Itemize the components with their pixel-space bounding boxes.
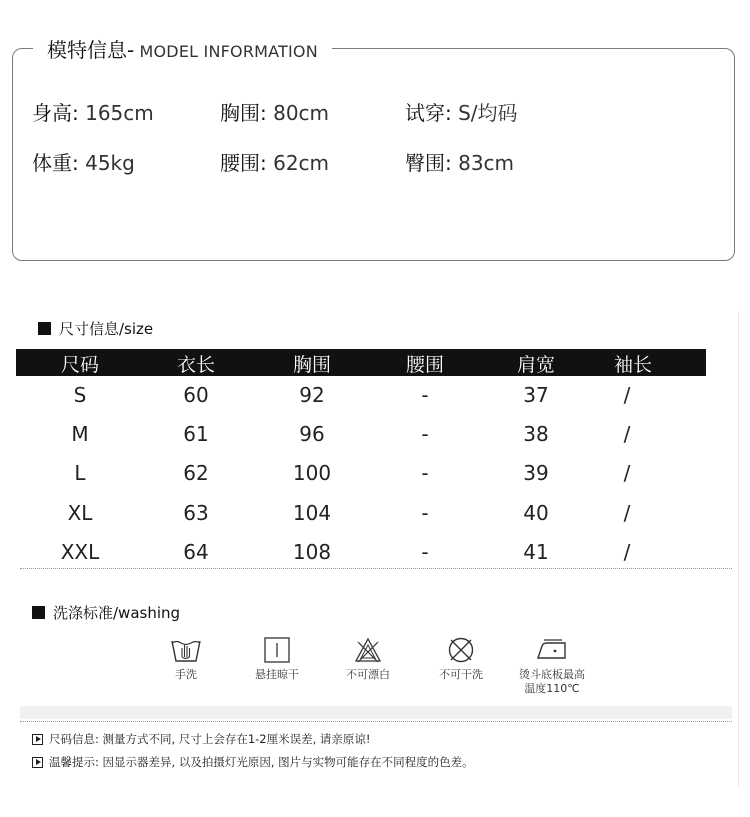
bullet-square-icon [38, 322, 51, 335]
dotted-divider [20, 568, 732, 569]
model-info-title: 模特信息- MODEL INFORMATION [33, 34, 332, 63]
note-size-info: 尺码信息: 测量方式不同, 尺寸上会存在1-2厘米误差, 请亲原谅! [32, 731, 371, 747]
iron-icon [534, 636, 570, 664]
table-row: XL 63 104 - 40 / [67, 501, 631, 525]
bullet-square-icon [32, 606, 45, 619]
wash-item-hang-dry: 悬挂晾干 [232, 636, 322, 682]
model-height: 身高: 165cm [32, 101, 154, 125]
header-sleeve: 袖长 [613, 354, 653, 376]
play-triangle-icon [32, 734, 43, 745]
play-triangle-icon [32, 757, 43, 768]
model-hip: 臀围: 83cm [405, 151, 515, 175]
wash-item-no-bleach: 不可漂白 [323, 636, 413, 682]
size-table-header [16, 349, 706, 376]
model-waist: 腰围: 62cm [220, 151, 330, 175]
model-try-size: 试穿: S/均码 [405, 101, 518, 125]
note-color-tip: 温馨提示: 因显示器差异, 以及拍摄灯光原因, 图片与实物可能存在不同程度的色差。 [32, 754, 474, 770]
hand-wash-icon [169, 636, 203, 664]
hang-dry-icon [260, 636, 294, 664]
washing-section-title: 洗涤标准/washing [32, 602, 180, 623]
table-row: XXL 64 108 - 41 / [60, 540, 631, 564]
table-row: L 62 100 - 39 / [74, 461, 631, 485]
no-dry-clean-icon [444, 636, 478, 664]
no-bleach-icon [351, 636, 385, 664]
dotted-divider [20, 721, 732, 722]
wash-item-hand-wash: 手洗 [141, 636, 231, 682]
header-waist: 腰围 [405, 354, 445, 376]
header-chest: 胸围 [292, 354, 332, 376]
header-size: 尺码 [60, 354, 100, 376]
wash-item-iron: 烫斗底板最高 温度110℃ [507, 636, 597, 696]
model-weight: 体重: 45kg [32, 151, 135, 175]
header-length: 衣长 [176, 354, 216, 376]
size-section-title: 尺寸信息/size [38, 318, 153, 339]
table-row: S 60 92 - 37 / [73, 383, 631, 407]
table-row: M 61 96 - 38 / [71, 422, 631, 446]
header-shoulder: 肩宽 [516, 354, 556, 376]
wash-item-no-dry-clean: 不可干洗 [416, 636, 506, 682]
gray-band [20, 706, 732, 719]
model-chest: 胸围: 80cm [220, 101, 330, 125]
